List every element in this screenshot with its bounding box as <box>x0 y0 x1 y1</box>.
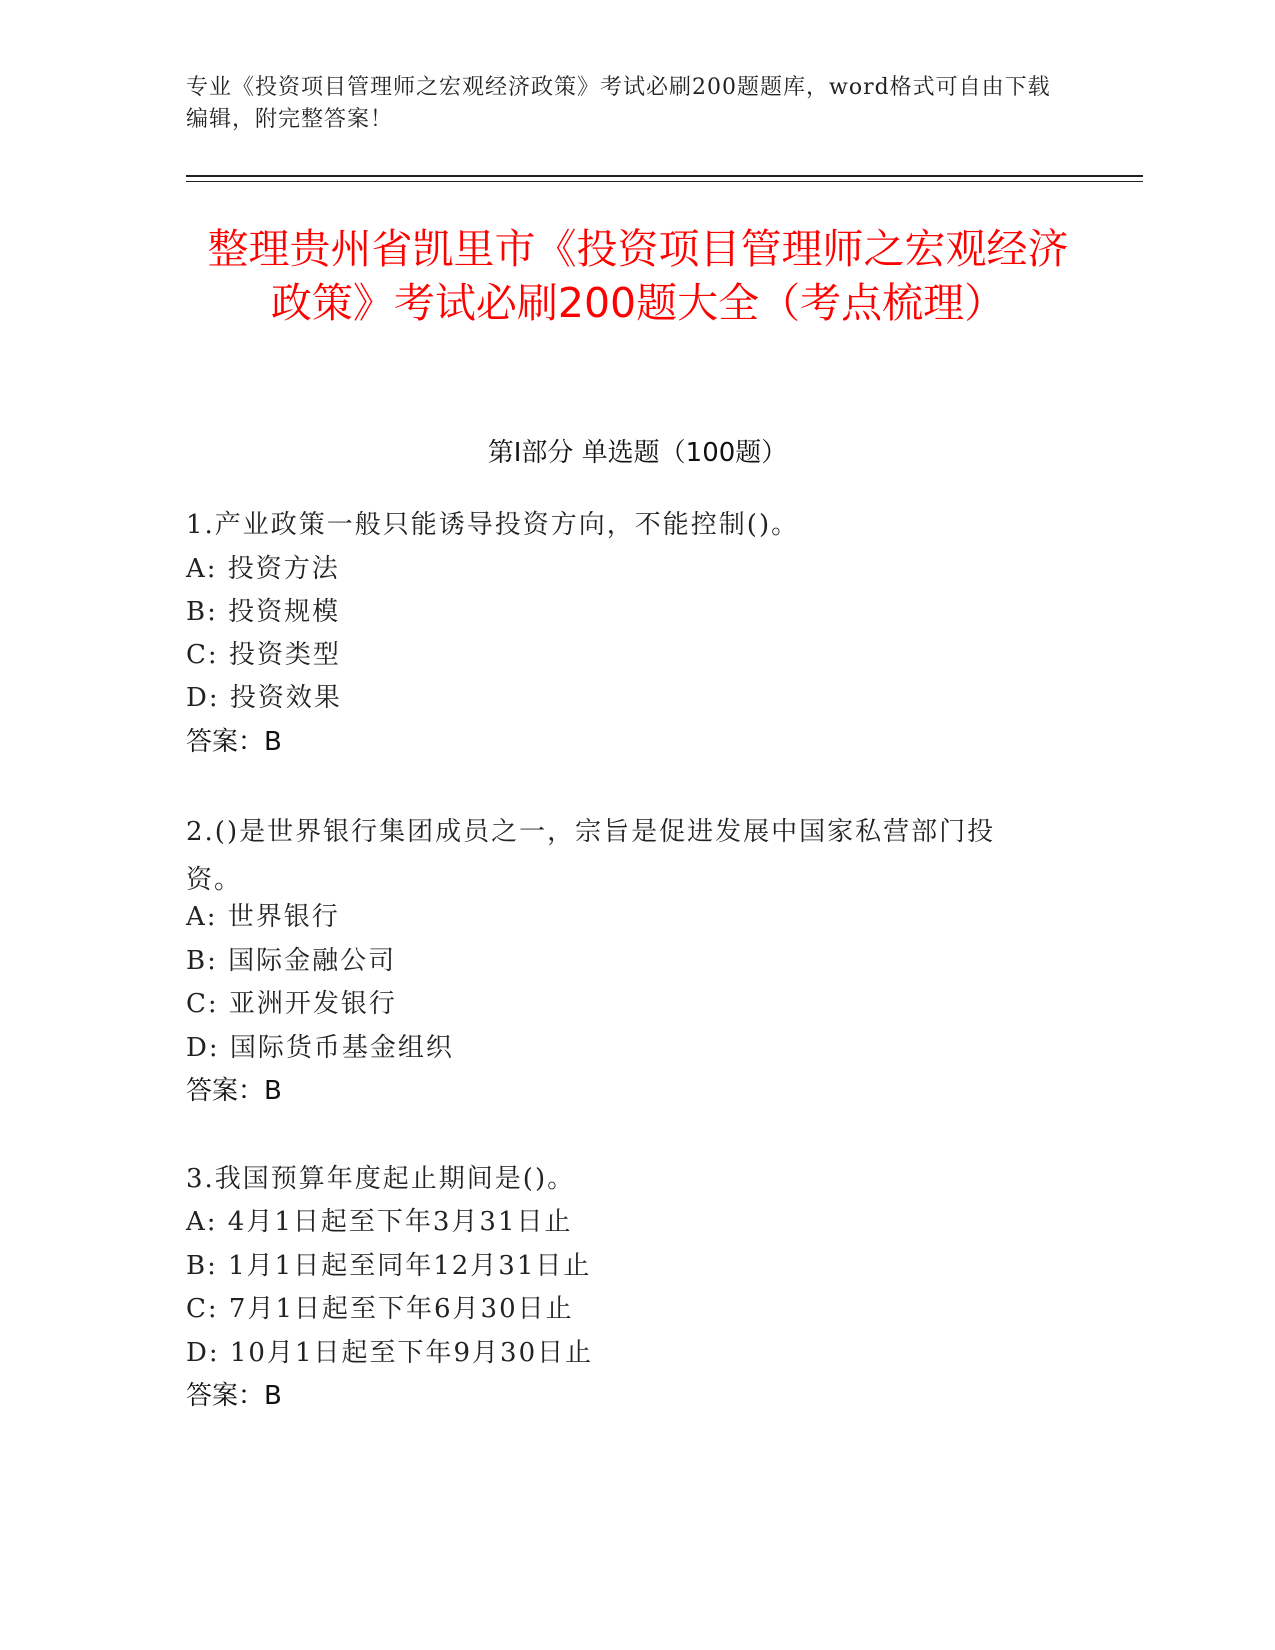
answer-label: 答案：B <box>186 727 282 757</box>
section-heading: 第I部分 单选题（100题） <box>487 438 788 468</box>
option-c: C: 7月1日起至下年6月30日止 <box>186 1294 574 1324</box>
question-stem: 3.我国预算年度起止期间是()。 <box>186 1164 576 1194</box>
option-a: A: 4月1日起至下年3月31日止 <box>186 1207 573 1237</box>
question-stem: 1.产业政策一般只能诱导投资方向，不能控制()。 <box>186 510 800 540</box>
header-rule-thick <box>186 175 1143 177</box>
option-c: C: 亚洲开发银行 <box>186 989 397 1019</box>
question-stem: 2.()是世界银行集团成员之一，宗旨是促进发展中国家私营部门投资。 <box>186 817 996 895</box>
option-a: A: 投资方法 <box>186 554 340 584</box>
option-d: D: 投资效果 <box>186 683 342 713</box>
header-rule-thin <box>186 181 1143 182</box>
option-b: B: 国际金融公司 <box>186 946 397 976</box>
option-c: C: 投资类型 <box>186 640 341 670</box>
document-title: 整理贵州省凯里市《投资项目管理师之宏观经济政策》考试必刷200题大全（考点梳理） <box>207 225 1069 327</box>
option-d: D: 10月1日起至下年9月30日止 <box>186 1338 594 1368</box>
option-d: D: 国际货币基金组织 <box>186 1033 454 1063</box>
option-a: A: 世界银行 <box>186 902 340 932</box>
header-note: 专业《投资项目管理师之宏观经济政策》考试必刷200题题库，word格式可自由下载编辑，附完整答案！ <box>186 75 1051 132</box>
option-b: B: 1月1日起至同年12月31日止 <box>186 1251 592 1281</box>
answer-label: 答案：B <box>186 1381 282 1411</box>
answer-label: 答案：B <box>186 1076 282 1106</box>
option-b: B: 投资规模 <box>186 597 341 627</box>
